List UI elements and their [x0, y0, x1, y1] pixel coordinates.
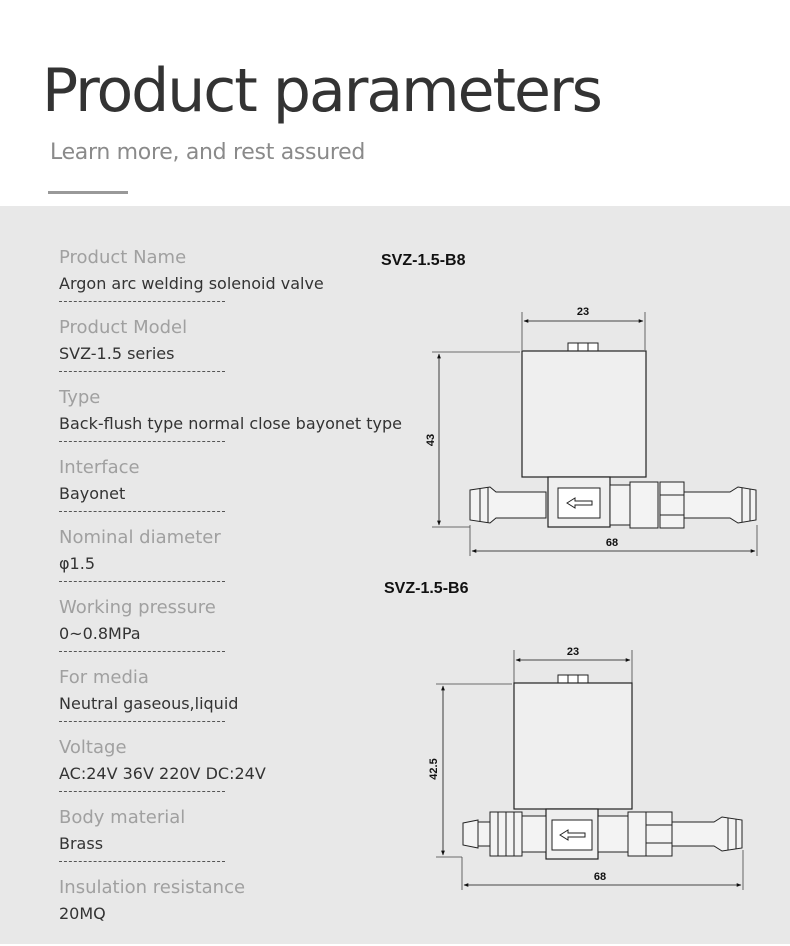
header-section	[0, 0, 790, 206]
dashed-divider	[59, 861, 225, 862]
drawing-model-label: SVZ-1.5-B6	[384, 580, 469, 597]
length-dim-text: 68	[593, 871, 607, 883]
param-value: AC:24V 36V 220V DC:24V	[59, 764, 266, 783]
param-interface	[59, 456, 419, 526]
param-product-model	[59, 316, 419, 386]
dashed-divider	[59, 581, 225, 582]
param-value: 0~0.8MPa	[59, 624, 141, 643]
dashed-divider	[59, 511, 225, 512]
param-value: Argon arc welding solenoid valve	[59, 274, 324, 293]
width-dim-text: 23	[576, 306, 590, 318]
param-label: Voltage	[59, 737, 127, 758]
param-value: Neutral gaseous,liquid	[59, 694, 239, 713]
height-dim-text: 42.5	[428, 758, 440, 780]
param-value: 20MQ	[59, 904, 106, 923]
param-insulation-resistance	[59, 876, 419, 946]
param-value: Back-flush type normal close bayonet type	[59, 414, 402, 433]
param-label: Interface	[59, 457, 140, 478]
length-dim-text: 68	[605, 537, 619, 549]
dashed-divider	[59, 371, 225, 372]
param-label: Body material	[59, 807, 186, 828]
param-label: Insulation resistance	[59, 877, 246, 898]
param-body-material	[59, 806, 419, 876]
width-dim-text: 23	[566, 646, 580, 658]
page-title: Product parameters	[42, 56, 601, 126]
param-value: SVZ-1.5 series	[59, 344, 175, 363]
param-product-name	[59, 246, 419, 316]
param-value: φ1.5	[59, 554, 95, 573]
dashed-divider	[59, 651, 225, 652]
param-type	[59, 386, 419, 456]
param-value: Brass	[59, 834, 104, 853]
dashed-divider	[59, 721, 225, 722]
dashed-divider	[59, 441, 225, 442]
drawing-model-label: SVZ-1.5-B8	[381, 252, 466, 269]
dashed-divider	[59, 301, 225, 302]
param-value: Bayonet	[59, 484, 126, 503]
param-working-pressure	[59, 596, 419, 666]
height-dim-text: 43	[425, 433, 437, 447]
title-underline	[48, 191, 128, 194]
param-label: Product Model	[59, 317, 188, 338]
param-nominal-diameter	[59, 526, 419, 596]
param-for-media	[59, 666, 419, 736]
param-voltage	[59, 736, 419, 806]
param-label: Working pressure	[59, 597, 216, 618]
param-label: Product Name	[59, 247, 187, 268]
param-label: Nominal diameter	[59, 527, 221, 548]
page-subtitle: Learn more, and rest assured	[50, 140, 366, 165]
param-label: For media	[59, 667, 149, 688]
param-label: Type	[59, 387, 101, 408]
dashed-divider	[59, 791, 225, 792]
